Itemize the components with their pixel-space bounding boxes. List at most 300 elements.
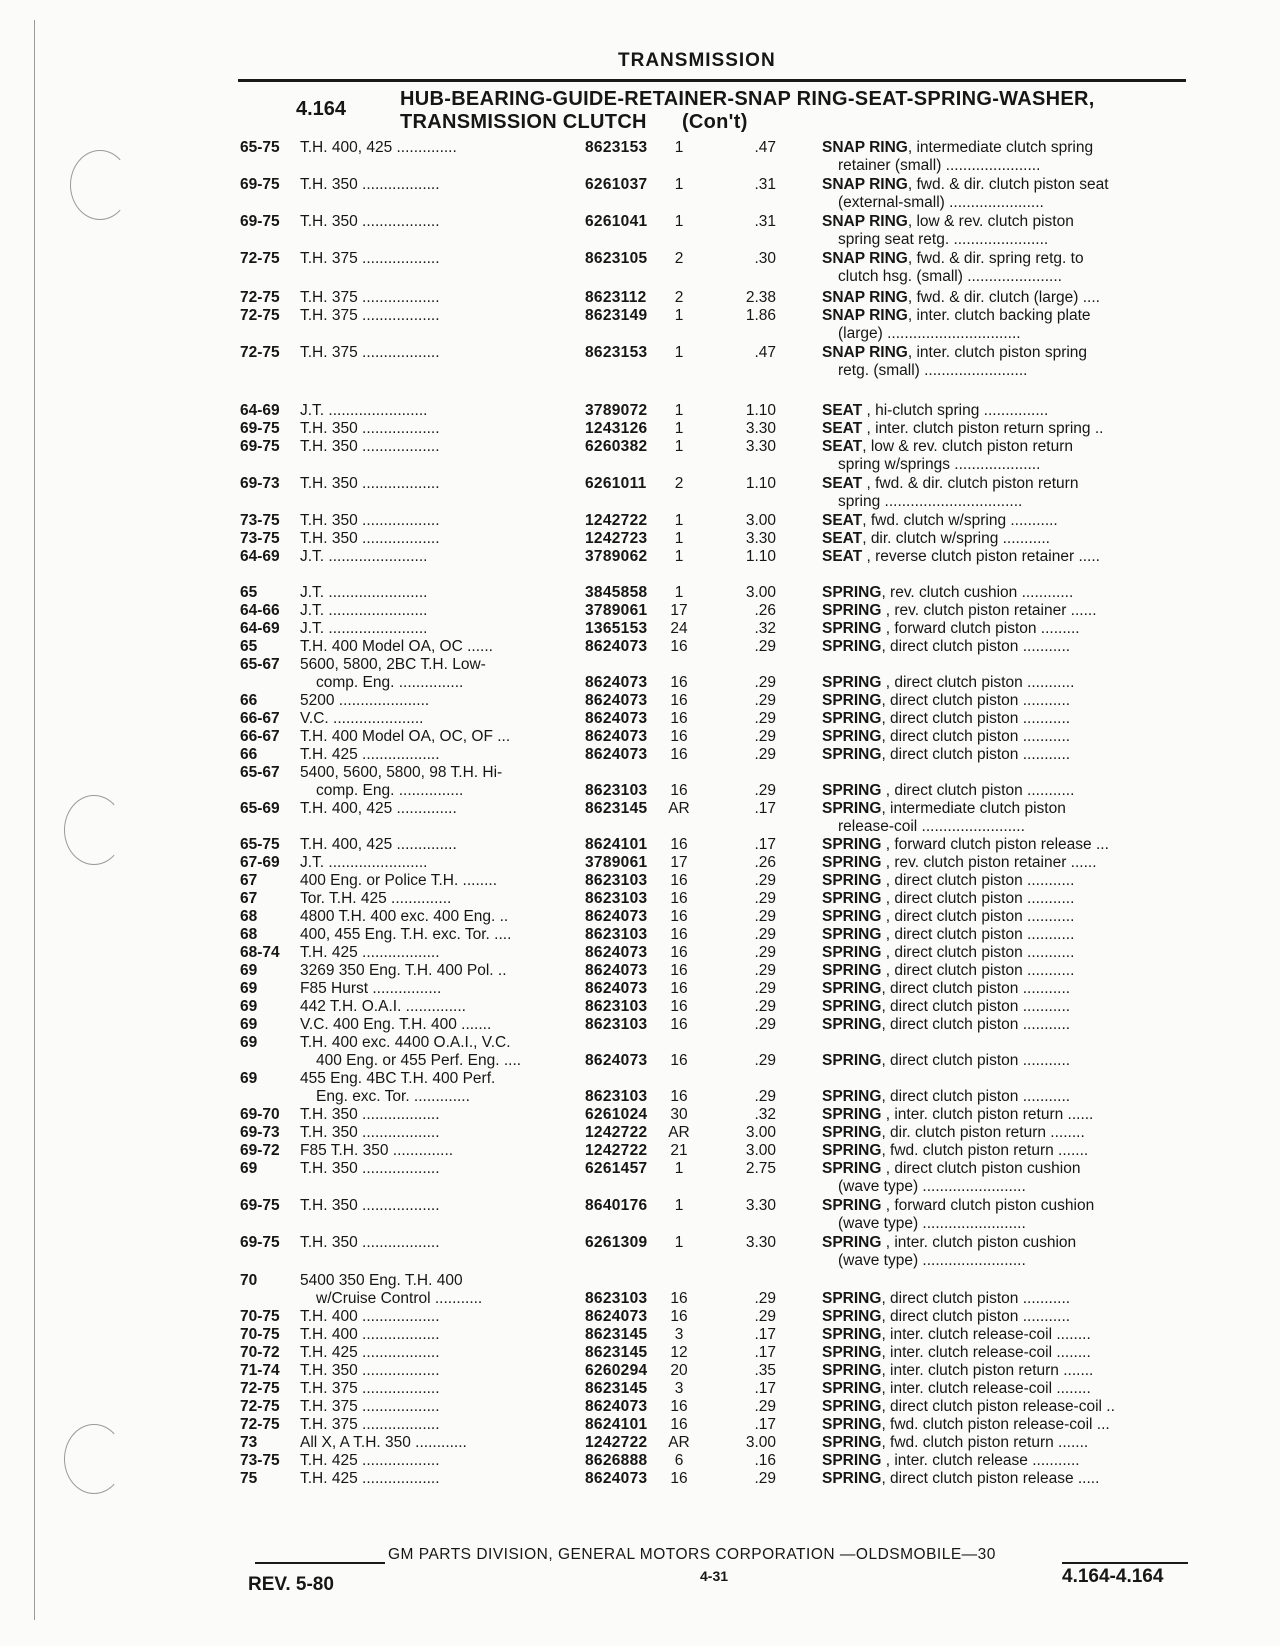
price: .29 (754, 674, 776, 691)
part-number: 3789072 (585, 402, 648, 419)
table-row (238, 1271, 1198, 1290)
part-number: 3789062 (585, 548, 648, 565)
quantity: 1 (674, 1234, 684, 1251)
table-row (238, 997, 1198, 1016)
application: T.H. 350 .................. (300, 1234, 440, 1251)
description (822, 781, 1197, 800)
quantity: 1 (674, 1160, 684, 1177)
description-continuation-row (238, 324, 1198, 343)
part-name: SPRING (822, 1452, 882, 1469)
price: .29 (754, 1398, 776, 1415)
part-name: SEAT (822, 420, 863, 437)
part-name: SEAT (822, 402, 863, 419)
part-name: SPRING (822, 1416, 882, 1433)
quantity: 16 (670, 782, 688, 799)
description (822, 601, 1197, 620)
model-year: 69 (240, 1070, 258, 1087)
part-number: 6261457 (585, 1160, 648, 1177)
price: .29 (754, 872, 776, 889)
application: T.H. 375 .................. (300, 1416, 440, 1433)
application: J.T. ....................... (300, 854, 428, 871)
model-year: 73 (240, 1434, 258, 1451)
part-detail: , fwd. clutch w/spring ........... (862, 512, 1058, 529)
price: 3.30 (745, 438, 776, 455)
model-year: 70-72 (240, 1344, 280, 1361)
part-number: 8623103 (585, 926, 648, 943)
application: J.T. ....................... (300, 602, 428, 619)
price: 3.00 (745, 1142, 776, 1159)
price: .29 (754, 1290, 776, 1307)
table-row (238, 871, 1198, 890)
description (822, 1233, 1197, 1252)
application: w/Cruise Control ........... (316, 1290, 483, 1307)
model-year: 64-66 (240, 602, 280, 619)
part-name: SPRING (822, 1052, 882, 1069)
model-year: 70-75 (240, 1326, 280, 1343)
table-row (238, 583, 1198, 602)
price: .17 (754, 1326, 776, 1343)
part-detail: , fwd. clutch piston release-coil ... (881, 1416, 1110, 1433)
model-year: 69-75 (240, 213, 280, 230)
description-continuation: (wave type) ........................ (838, 1215, 1026, 1232)
application: T.H. 350 .................. (300, 1106, 440, 1123)
part-number: 6261037 (585, 176, 648, 193)
table-row (238, 401, 1198, 420)
model-year: 65-69 (240, 800, 280, 817)
model-year: 65 (240, 638, 258, 655)
part-name: SEAT (822, 438, 863, 455)
application: 5200 ..................... (300, 692, 430, 709)
part-number: 8623103 (585, 1016, 648, 1033)
table-row (238, 1141, 1198, 1160)
description (822, 343, 1197, 362)
model-year: 68 (240, 926, 258, 943)
price: 3.00 (745, 512, 776, 529)
price: .29 (754, 1052, 776, 1069)
part-detail: , fwd. & dir. clutch piston return (862, 475, 1079, 492)
price: 3.00 (745, 1434, 776, 1451)
application: T.H. 350 .................. (300, 530, 440, 547)
application: 4800 T.H. 400 exc. 400 Eng. .. (300, 908, 509, 925)
part-number: 6260382 (585, 438, 648, 455)
part-number: 8624073 (585, 638, 648, 655)
table-row (238, 1469, 1198, 1488)
price: .26 (754, 854, 776, 871)
quantity: 16 (670, 710, 688, 727)
table-row (238, 655, 1198, 674)
description (822, 474, 1197, 493)
description (822, 249, 1197, 268)
part-number: 8624073 (585, 962, 648, 979)
part-name: SPRING (822, 980, 882, 997)
table-row (238, 781, 1198, 800)
application: 400 Eng. or 455 Perf. Eng. .... (316, 1052, 522, 1069)
quantity: 17 (670, 854, 688, 871)
quantity: 12 (670, 1344, 688, 1361)
footer-rule-left (255, 1562, 385, 1564)
price: .17 (754, 1380, 776, 1397)
application: T.H. 400 exc. 4400 O.A.I., V.C. (300, 1034, 511, 1051)
price: .29 (754, 692, 776, 709)
part-name: SPRING (822, 710, 882, 727)
application: T.H. 400 .................. (300, 1326, 440, 1343)
table-row (238, 835, 1198, 854)
table-row (238, 853, 1198, 872)
quantity: 16 (670, 674, 688, 691)
table-row (238, 1415, 1198, 1434)
table-row (238, 691, 1198, 710)
part-name: SNAP RING (822, 307, 908, 324)
description (822, 853, 1197, 872)
application: T.H. 350 .................. (300, 1197, 440, 1214)
part-detail: , direct clutch piston ........... (881, 872, 1075, 889)
part-number: 8623145 (585, 1380, 648, 1397)
group-title: HUB-BEARING-GUIDE-RETAINER-SNAP RING-SEAT-SPRING-WASHER, (400, 88, 1095, 110)
part-name: SPRING (822, 998, 882, 1015)
model-year: 68-74 (240, 944, 280, 961)
table-row (238, 943, 1198, 962)
application: T.H. 400, 425 .............. (300, 800, 457, 817)
part-detail: , inter. clutch release-coil ........ (881, 1380, 1091, 1397)
application: T.H. 425 .................. (300, 1344, 440, 1361)
model-year: 66-67 (240, 728, 280, 745)
part-number: 8626888 (585, 1452, 648, 1469)
quantity: AR (668, 1434, 690, 1451)
table-row (238, 437, 1198, 456)
part-detail: , direct clutch piston ........... (881, 1290, 1071, 1307)
quantity: 16 (670, 1398, 688, 1415)
application: 442 T.H. O.A.I. .............. (300, 998, 466, 1015)
table-row (238, 138, 1198, 157)
description-continuation: (wave type) ........................ (838, 1178, 1026, 1195)
model-year: 73-75 (240, 530, 280, 547)
model-year: 69-75 (240, 420, 280, 437)
description-continuation: retainer (small) ...................... (838, 157, 1041, 174)
part-detail: , direct clutch piston ........... (881, 944, 1075, 961)
description-continuation-row (238, 492, 1198, 511)
part-number: 3789061 (585, 602, 648, 619)
description (822, 745, 1197, 764)
part-detail: , direct clutch piston ........... (881, 728, 1071, 745)
table-row (238, 212, 1198, 231)
table-row (238, 1123, 1198, 1142)
description-continuation-row (238, 817, 1198, 836)
page-number: 4-31 (700, 1568, 729, 1584)
table-row (238, 1069, 1198, 1088)
part-number: 8624073 (585, 746, 648, 763)
table-row (238, 474, 1198, 493)
table-row (238, 1307, 1198, 1326)
part-detail: , direct clutch piston ........... (881, 692, 1071, 709)
description (822, 727, 1197, 746)
application: 400 Eng. or Police T.H. ........ (300, 872, 498, 889)
description-continuation-row (238, 156, 1198, 175)
quantity: 3 (674, 1380, 684, 1397)
price: 2.38 (745, 289, 776, 306)
table-row (238, 673, 1198, 692)
section-title: TRANSMISSION (618, 50, 776, 71)
price: .29 (754, 638, 776, 655)
application: T.H. 350 .................. (300, 176, 440, 193)
quantity: 16 (670, 998, 688, 1015)
part-detail: , intermediate clutch piston (881, 800, 1066, 817)
description (822, 871, 1197, 890)
quantity: 20 (670, 1362, 688, 1379)
description-continuation: spring w/springs .................... (838, 456, 1041, 473)
application: J.T. ....................... (300, 548, 428, 565)
application: T.H. 375 .................. (300, 344, 440, 361)
description (822, 673, 1197, 692)
left-margin-line (34, 20, 35, 1620)
description (822, 907, 1197, 926)
application: 5400 350 Eng. T.H. 400 (300, 1272, 463, 1289)
group-title-continued: TRANSMISSION CLUTCH (Con't) (400, 111, 748, 133)
part-detail: , reverse clutch piston retainer ..... (862, 548, 1100, 565)
application: T.H. 375 .................. (300, 250, 440, 267)
quantity: AR (668, 1124, 690, 1141)
part-number: 1242722 (585, 1124, 648, 1141)
application: T.H. 425 .................. (300, 944, 440, 961)
application: F85 T.H. 350 .............. (300, 1142, 454, 1159)
model-year: 67-69 (240, 854, 280, 871)
application: Eng. exc. Tor. ............. (316, 1088, 470, 1105)
price: .35 (754, 1362, 776, 1379)
part-detail: , direct clutch piston ........... (881, 1016, 1071, 1033)
quantity: 16 (670, 962, 688, 979)
part-detail: , direct clutch piston ........... (881, 710, 1071, 727)
part-detail: , rev. clutch piston retainer ...... (881, 854, 1097, 871)
part-detail: , direct clutch piston ........... (881, 980, 1071, 997)
description (822, 419, 1197, 438)
description (822, 709, 1197, 728)
quantity: 17 (670, 602, 688, 619)
part-number: 6261309 (585, 1234, 648, 1251)
description (822, 997, 1197, 1016)
price: .29 (754, 998, 776, 1015)
part-name: SEAT (822, 512, 863, 529)
table-row (238, 343, 1198, 362)
description-continuation: (large) ............................... (838, 325, 1021, 342)
description (822, 547, 1197, 566)
part-name: SPRING (822, 728, 882, 745)
part-detail: , rev. clutch cushion ............ (881, 584, 1074, 601)
model-year: 69-73 (240, 475, 280, 492)
part-detail: , direct clutch piston ........... (881, 908, 1075, 925)
footer-publisher: GM PARTS DIVISION, GENERAL MOTORS CORPORATION —OLDSMOBILE—30 (388, 1546, 996, 1563)
model-year: 64-69 (240, 620, 280, 637)
description (822, 212, 1197, 231)
model-year: 70 (240, 1272, 258, 1289)
part-number: 8624073 (585, 1398, 648, 1415)
price: .17 (754, 800, 776, 817)
quantity: 1 (674, 584, 684, 601)
application: T.H. 400 Model OA, OC, OF ... (300, 728, 511, 745)
punch-hole-middle (64, 795, 124, 865)
quantity: 16 (670, 1308, 688, 1325)
price: 3.30 (745, 1197, 776, 1214)
description (822, 1196, 1197, 1215)
price: .29 (754, 926, 776, 943)
part-name: SPRING (822, 1380, 882, 1397)
part-detail: , direct clutch piston ........... (881, 926, 1075, 943)
application: T.H. 375 .................. (300, 307, 440, 324)
model-year: 72-75 (240, 307, 280, 324)
part-number: 8623145 (585, 800, 648, 817)
description (822, 1433, 1197, 1452)
part-number: 6261011 (585, 475, 647, 492)
part-number: 3845858 (585, 584, 648, 601)
quantity: 1 (674, 438, 684, 455)
group-number: 4.164 (296, 98, 347, 120)
price: .29 (754, 746, 776, 763)
price: .29 (754, 908, 776, 925)
quantity: 16 (670, 890, 688, 907)
price: .29 (754, 710, 776, 727)
price: .29 (754, 944, 776, 961)
model-year: 71-74 (240, 1362, 280, 1379)
quantity: 16 (670, 638, 688, 655)
part-name: SPRING (822, 1398, 882, 1415)
model-year: 69-75 (240, 438, 280, 455)
description-continuation-row (238, 1251, 1198, 1270)
quantity: 21 (670, 1142, 688, 1159)
part-detail: , forward clutch piston release ... (881, 836, 1109, 853)
description (822, 1379, 1197, 1398)
description (822, 961, 1197, 980)
table-row (238, 175, 1198, 194)
part-name: SEAT (822, 530, 863, 547)
part-name: SPRING (822, 836, 882, 853)
price: .31 (754, 213, 776, 230)
part-detail: , direct clutch piston ........... (881, 674, 1075, 691)
model-year: 69 (240, 980, 258, 997)
part-name: SPRING (822, 692, 882, 709)
description (822, 511, 1197, 530)
model-year: 75 (240, 1470, 258, 1487)
part-number: 8624073 (585, 1308, 648, 1325)
model-year: 64-69 (240, 402, 280, 419)
quantity: 1 (674, 344, 684, 361)
description (822, 1087, 1197, 1106)
quantity: 1 (674, 402, 684, 419)
table-row (238, 1289, 1198, 1308)
description (822, 925, 1197, 944)
table-row (238, 601, 1198, 620)
part-detail: , rev. clutch piston retainer ...... (881, 602, 1097, 619)
application: T.H. 425 .................. (300, 746, 440, 763)
quantity: 2 (674, 475, 684, 492)
part-number: 8624073 (585, 980, 648, 997)
description (822, 637, 1197, 656)
model-year: 69-75 (240, 1197, 280, 1214)
quantity: 3 (674, 1326, 684, 1343)
part-number: 1365153 (585, 620, 648, 637)
model-year: 72-75 (240, 1398, 280, 1415)
part-detail: , direct clutch piston ........... (881, 638, 1071, 655)
application: T.H. 400 Model OA, OC ...... (300, 638, 493, 655)
part-number: 8623149 (585, 307, 648, 324)
part-number: 8623112 (585, 289, 647, 306)
description (822, 1415, 1197, 1434)
part-name: SPRING (822, 1290, 882, 1307)
price: .32 (754, 1106, 776, 1123)
part-name: SPRING (822, 1016, 882, 1033)
application: T.H. 350 .................. (300, 420, 440, 437)
model-year: 73-75 (240, 512, 280, 529)
price: .29 (754, 1088, 776, 1105)
quantity: 1 (674, 176, 684, 193)
description (822, 1123, 1197, 1142)
part-detail: , direct clutch piston ........... (881, 1052, 1071, 1069)
part-number: 8624073 (585, 692, 648, 709)
price: .29 (754, 1308, 776, 1325)
quantity: 1 (674, 1197, 684, 1214)
table-row (238, 1379, 1198, 1398)
part-name: SPRING (822, 1308, 882, 1325)
application: 400, 455 Eng. T.H. exc. Tor. .... (300, 926, 512, 943)
group-range: 4.164-4.164 (1062, 1566, 1164, 1587)
part-detail: , inter. clutch piston cushion (881, 1234, 1077, 1251)
price: .29 (754, 962, 776, 979)
application: J.T. ....................... (300, 402, 428, 419)
part-number: 8624073 (585, 1470, 648, 1487)
model-year: 73-75 (240, 1452, 280, 1469)
part-name: SPRING (822, 620, 882, 637)
description-continuation: spring ................................ (838, 493, 1023, 510)
price: .17 (754, 836, 776, 853)
model-year: 69 (240, 1160, 258, 1177)
table-row (238, 1397, 1198, 1416)
part-detail: , hi-clutch spring ............... (862, 402, 1049, 419)
part-number: 1243126 (585, 420, 648, 437)
price: .17 (754, 1344, 776, 1361)
description (822, 1325, 1197, 1344)
description (822, 401, 1197, 420)
price: .29 (754, 1016, 776, 1033)
header-rule (238, 79, 1186, 82)
description (822, 529, 1197, 548)
application: T.H. 425 .................. (300, 1452, 440, 1469)
description (822, 138, 1197, 157)
part-detail: , intermediate clutch spring (907, 139, 1094, 156)
part-number: 8623103 (585, 890, 648, 907)
table-row (238, 1105, 1198, 1124)
part-number: 8623145 (585, 1326, 648, 1343)
part-name: SPRING (822, 1344, 882, 1361)
quantity: 1 (674, 307, 684, 324)
quantity: 16 (670, 1470, 688, 1487)
table-row (238, 1433, 1198, 1452)
table-row (238, 1233, 1198, 1252)
quantity: 16 (670, 1416, 688, 1433)
model-year: 66 (240, 746, 258, 763)
description-continuation-row (238, 230, 1198, 249)
part-number: 8623153 (585, 344, 648, 361)
part-name: SPRING (822, 602, 882, 619)
table-row (238, 907, 1198, 926)
application: V.C. 400 Eng. T.H. 400 ....... (300, 1016, 492, 1033)
price: 3.00 (745, 584, 776, 601)
part-name: SPRING (822, 926, 882, 943)
model-year: 69 (240, 1016, 258, 1033)
description (822, 1141, 1197, 1160)
part-detail: , inter. clutch piston return spring .. (862, 420, 1104, 437)
description (822, 1105, 1197, 1124)
quantity: 2 (674, 289, 684, 306)
model-year: 69 (240, 1034, 258, 1051)
part-number: 8623145 (585, 1344, 648, 1361)
part-name: SPRING (822, 1470, 882, 1487)
